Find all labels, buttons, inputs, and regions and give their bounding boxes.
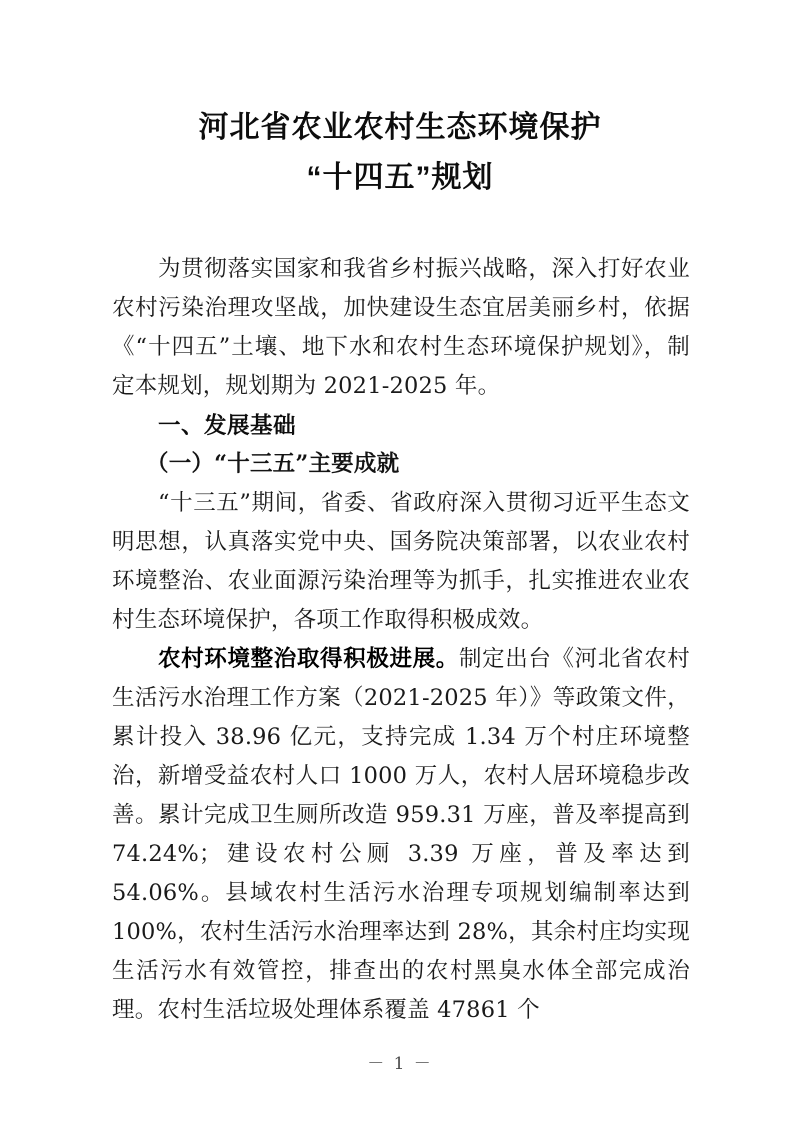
paragraph-body-text: 制定出台《河北省农村生活污水治理工作方案（2021-2025 年）》等政策文件，累计投入 38.96 亿元，支持完成 1.34 万个村庄环境整治，新增受益农村人口 1000 万人，农村人居环境稳步改善。累计完成卫生厕所改造 959.31 万座，普及率提高到 74.24%；建设农村公厕 3.39 万座，普及率达到 54.06%。县域农村生活污水治理专项规划编制率达到 100%，农村生活污水治理率达到 28%，其余村庄均实现生活污水有效管控，排查出的农村黑臭水体全部完成治理。农村生活垃圾处理体系覆盖 47861 个 bbox=[112, 646, 690, 1023]
paragraph-lead-in-bold: 农村环境整治取得积极进展。 bbox=[158, 646, 459, 672]
page-number-footer: － 1 － bbox=[367, 1054, 433, 1074]
title-line-2: “十四五”规划 bbox=[306, 161, 494, 194]
paragraph-achievements-overview: “十三五”期间，省委、省政府深入贯彻习近平生态文明思想，认真落实党中央、国务院决策部署，以农业农村环境整治、农业面源污染治理等为抓手，扎实推进农业农村生态环境保护，各项工作取得积极成效。 bbox=[112, 490, 690, 633]
title-line-1: 河北省农业农村生态环境保护 bbox=[198, 111, 602, 144]
subsection-heading-main-achievements: （一）“十三五”主要成就 bbox=[146, 451, 400, 477]
paragraph-intro: 为贯彻落实国家和我省乡村振兴战略，深入打好农业农村污染治理攻坚战，加快建设生态宜居美丽乡村，依据《“十四五”土壤、地下水和农村生态环境保护规划》，制定本规划，规划期为 2021-2025 年。 bbox=[112, 256, 690, 399]
section-heading-development-basis: 一、发展基础 bbox=[158, 413, 297, 438]
document-body bbox=[112, 250, 690, 1030]
paragraph-rural-environment-progress bbox=[112, 640, 690, 1030]
page-title bbox=[110, 103, 690, 203]
